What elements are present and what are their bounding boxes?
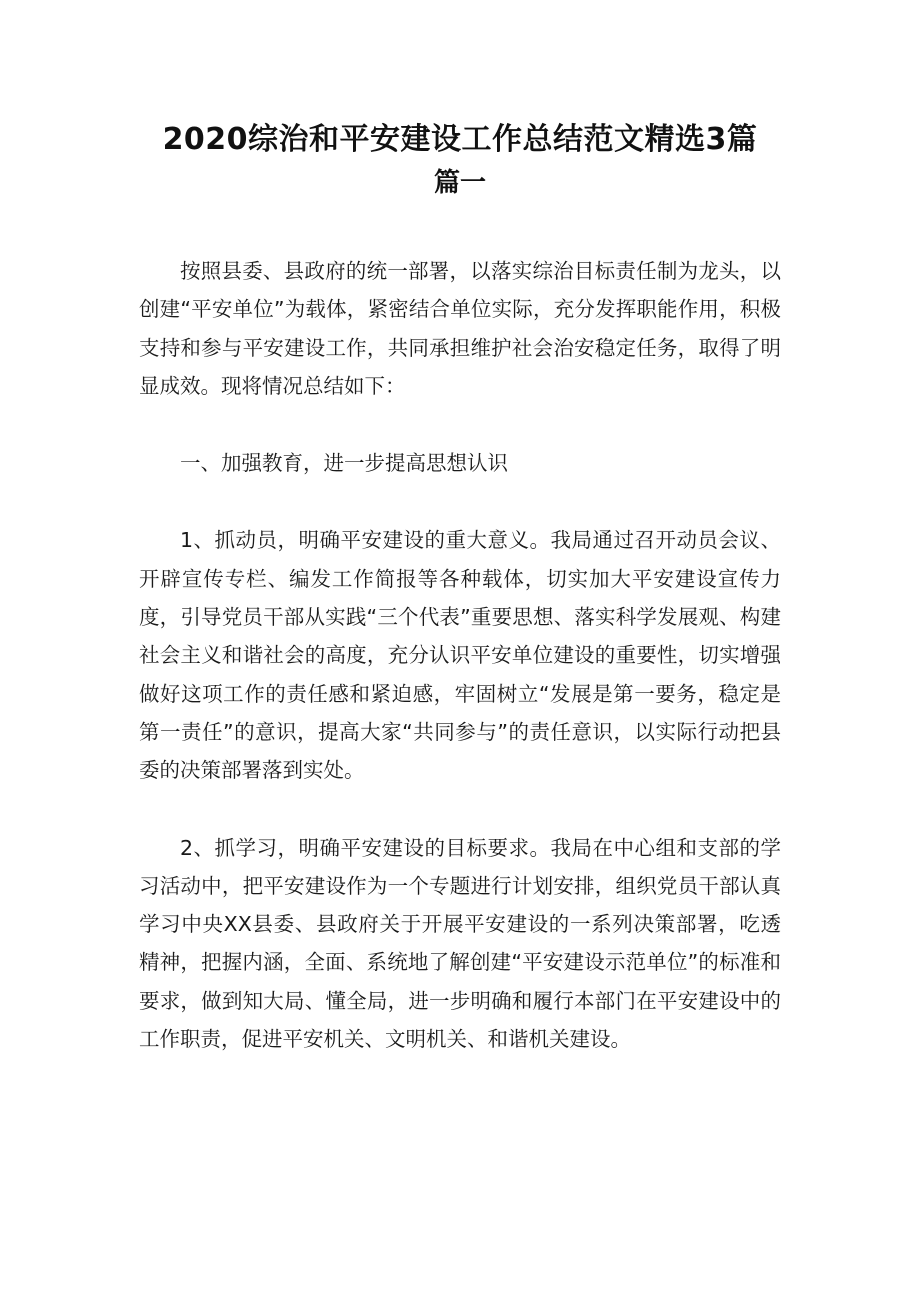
intro-paragraph: 按照县委、县政府的统一部署，以落实综治目标责任制为龙头，以创建“平安单位”为载体，紧密结合单位实际，充分发挥职能作用，积极支持和参与平安建设工作，共同承担维护社会治安稳定任务，取得了明显成效。现将情况总结如下：	[139, 259, 781, 398]
section-heading: 一、加强教育，进一步提高思想认识	[180, 451, 508, 476]
document-subtitle: 篇一	[433, 168, 486, 198]
document-title: 2020综治和平安建设工作总结范文精选3篇	[162, 122, 758, 157]
item-1-paragraph: 1、抓动员，明确平安建设的重大意义。我局通过召开动员会议、开辟宣传专栏、编发工作简报等各种载体，切实加大平安建设宣传力度，引导党员干部从实践“三个代表”重要思想、落实科学发展观、构建社会主义和谐社会的高度，充分认识平安单位建设的重要性，切实增强做好这项工作的责任感和紧迫感，牢固树立“发展是第一要务，稳定是第一责任”的意识，提高大家“共同参与”的责任意识，以实际行动把县委的决策部署落到实处。	[139, 528, 781, 783]
item-2-paragraph: 2、抓学习，明确平安建设的目标要求。我局在中心组和支部的学习活动中，把平安建设作为一个专题进行计划安排，组织党员干部认真学习中央XX县委、县政府关于开展平安建设的一系列决策部署，吃透精神，把握内涵，全面、系统地了解创建“平安建设示范单位”的标准和要求，做到知大局、懂全局，进一步明确和履行本部门在平安建设中的工作职责，促进平安机关、文明机关、和谐机关建设。	[139, 835, 781, 1052]
